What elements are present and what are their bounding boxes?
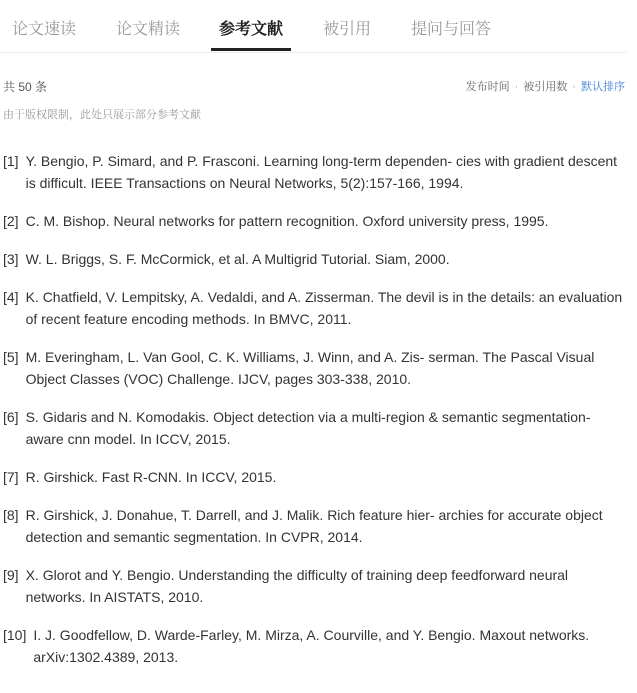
sort-default[interactable]: 默认排序 (581, 81, 625, 93)
reference-item (3, 504, 628, 548)
sort-options (466, 78, 625, 94)
reference-item (3, 564, 628, 608)
reference-text: R. Girshick, J. Donahue, T. Darrell, and J. Malik. Rich feature hier- archies for accurate object detection and semantic segmentation. In CVPR, 2014. (25, 507, 603, 545)
tab-references[interactable]: 参考文献 (219, 21, 284, 38)
reference-number: [4] (3, 289, 19, 305)
reference-text: Y. Bengio, P. Simard, and P. Frasconi. Learning long-term dependen- cies with gradient descent is difficult. IEEE Transactions on Neural Networks, 5(2):157-166, 1994. (25, 153, 618, 191)
reference-count: 共 50 条 (3, 80, 48, 94)
reference-item (3, 286, 628, 330)
reference-number: [5] (3, 349, 19, 365)
sort-by-citations[interactable]: 被引用数 (523, 81, 568, 93)
reference-text: K. Chatfield, V. Lempitsky, A. Vedaldi, and A. Zisserman. The devil is in the details: an evaluation of recent feature encoding methods. In BMVC, 2011. (25, 289, 623, 327)
reference-number: [2] (3, 213, 19, 229)
sort-separator: · (514, 81, 519, 93)
sort-separator: · (572, 81, 576, 93)
copyright-notice: 由于版权限制，此处只展示部分参考文献 (3, 109, 201, 121)
reference-number: [6] (3, 409, 19, 425)
tab-speed-read[interactable]: 论文速读 (12, 21, 77, 38)
reference-item (3, 406, 628, 450)
reference-item (3, 624, 628, 668)
tab-cited-by[interactable]: 被引用 (323, 21, 372, 38)
reference-item (3, 210, 628, 232)
reference-number: [3] (3, 251, 19, 267)
reference-number: [8] (3, 507, 19, 523)
tab-close-read[interactable]: 论文精读 (116, 21, 181, 38)
reference-item (3, 248, 628, 270)
reference-number: [1] (3, 153, 19, 169)
reference-text: S. Gidaris and N. Komodakis. Object detection via a multi-region & semantic segmentation-aware cnn model. In ICCV, 2015. (25, 409, 591, 447)
reference-number: [9] (3, 567, 19, 583)
reference-item (3, 150, 628, 194)
reference-text: X. Glorot and Y. Bengio. Understanding the difficulty of training deep feedforward neural networks. In AISTATS, 2010. (25, 567, 569, 605)
reference-list (3, 150, 628, 684)
reference-item (3, 466, 628, 488)
tab-bar (0, 0, 627, 53)
sort-by-publish-time[interactable]: 发布时间 (465, 81, 510, 93)
tab-qa[interactable]: 提问与回答 (411, 21, 492, 38)
reference-number: [10] (3, 627, 27, 643)
reference-text: I. J. Goodfellow, D. Warde-Farley, M. Mirza, A. Courville, and Y. Bengio. Maxout networks. arXiv:1302.4389, 2013. (33, 627, 590, 665)
reference-text: C. M. Bishop. Neural networks for pattern recognition. Oxford university press, 1995. (25, 213, 549, 229)
reference-text: R. Girshick. Fast R-CNN. In ICCV, 2015. (25, 469, 277, 485)
active-tab-indicator (211, 48, 291, 51)
reference-item (3, 346, 628, 390)
reference-number: [7] (3, 469, 19, 485)
reference-text: W. L. Briggs, S. F. McCormick, et al. A Multigrid Tutorial. Siam, 2000. (25, 251, 450, 267)
reference-text: M. Everingham, L. Van Gool, C. K. Williams, J. Winn, and A. Zis- serman. The Pascal Visual Object Classes (VOC) Challenge. IJCV, pages 303-338, 2010. (25, 349, 595, 387)
